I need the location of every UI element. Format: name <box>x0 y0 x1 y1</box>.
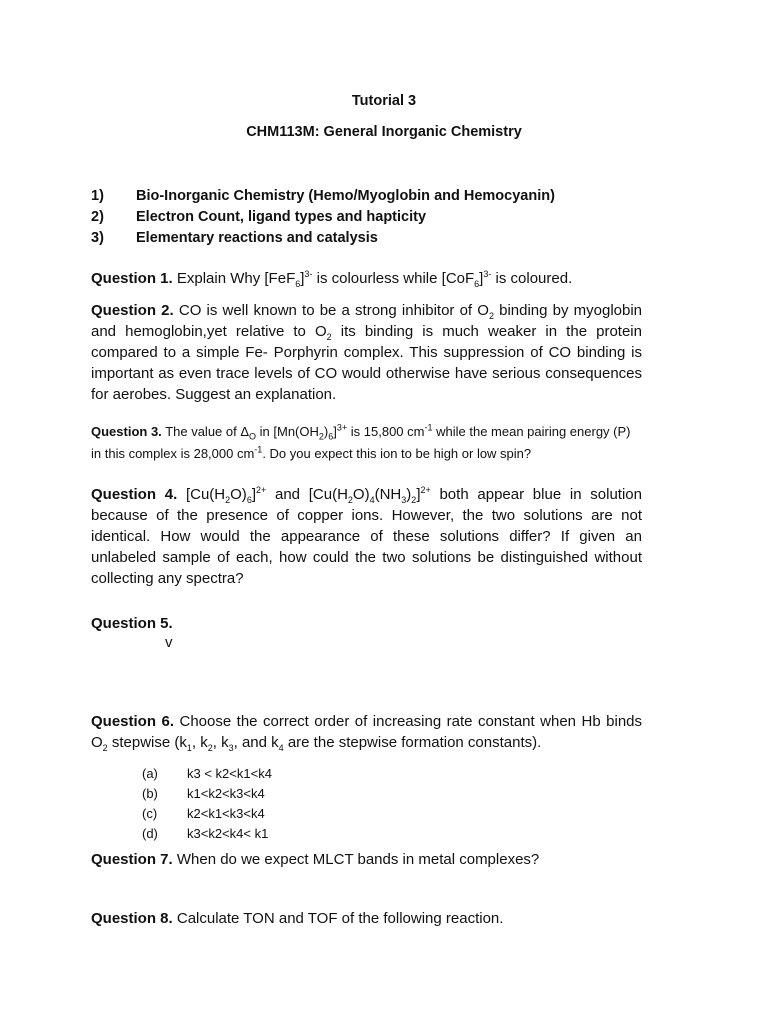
option-d: (d) k3<k2<k4< k1 <box>142 826 269 841</box>
question-6 <box>91 711 642 753</box>
question-4 <box>91 484 642 589</box>
question-text: The value of $\Delta_O$ in $[Mn(OH_2)_6]^{3+}$ is 15,800 $cm^{-1}$ while the mean pairing energy (P) in this complex is 28,000 $cm^{-1}$. Do you expect this ion to be high or low spin? <box>91 422 631 461</box>
topic-item: 2) Electron Count, ligand types and hapticity <box>91 209 427 225</box>
question-text: When do we expect MLCT bands in metal complexes? <box>176 851 540 868</box>
question-6-options <box>142 764 272 844</box>
topic-item: 1) Bio-Inorganic Chemistry (Hemo/Myoglobin and Hemocyanin) <box>91 188 555 204</box>
question-5-mark: v <box>165 634 173 651</box>
option-b: (b) k1<k2<k3<k4 <box>142 786 265 801</box>
question-7 <box>91 849 642 870</box>
question-text: $[Cu(H_2O)_6]^{2+}$ and $[Cu(H_2O)_4(NH_3)_2]^{2+}$ both appear blue in solution because of the presence of copper ions. However, the two solutions are not identical. How would the appearance of these solutions differ? If given an unlabeled sample of each, how could the two solutions be distinguished without collecting any spectra? <box>91 485 642 587</box>
question-text: Choose the correct order of increasing rate constant when Hb binds $O_2$ stepwise ($k_1$, $k_2$, $k_3$, and $k_4$ are the stepwise formation constants). <box>91 713 642 753</box>
question-label: Question 5. <box>91 615 173 632</box>
question-5 <box>91 613 642 634</box>
page-title: Tutorial 3 <box>351 93 417 109</box>
question-label: Question 1. <box>91 270 173 287</box>
question-label: Question 8. <box>91 910 173 927</box>
question-text: Calculate TON and TOF of the following reaction. <box>176 910 504 927</box>
question-2 <box>91 300 642 405</box>
question-1 <box>91 268 642 289</box>
question-label: Question 4. <box>91 486 178 503</box>
course-title: CHM113M: General Inorganic Chemistry <box>246 124 522 140</box>
topic-item: 3) Elementary reactions and catalysis <box>91 230 378 246</box>
question-text: Explain Why $[FeF_6]^{3-}$ is colourless while $[CoF_6]^{3-}$ is coloured. <box>176 269 573 289</box>
question-label: Question 6. <box>91 713 174 730</box>
topic-list <box>91 186 555 249</box>
option-c: (c) k2<k1<k3<k4 <box>142 806 265 821</box>
question-3 <box>91 421 642 465</box>
question-text: CO is well known to be a strong inhibitor of $O_2$ binding by myoglobin and hemoglobin,yet relative to $O_2$ its binding is much weaker in the protein compared to a simple Fe- Porphyrin complex. This suppression of CO binding is important as even trace levels of CO would otherwise have serious consequences for aerobes. Suggest an explanation. <box>91 302 643 403</box>
question-label: Question 7. <box>91 851 173 868</box>
question-label: Question 3. <box>91 424 162 439</box>
question-label: Question 2. <box>91 302 174 319</box>
option-a: (a) k3 < k2<k1<k4 <box>142 766 272 781</box>
question-8 <box>91 908 642 929</box>
